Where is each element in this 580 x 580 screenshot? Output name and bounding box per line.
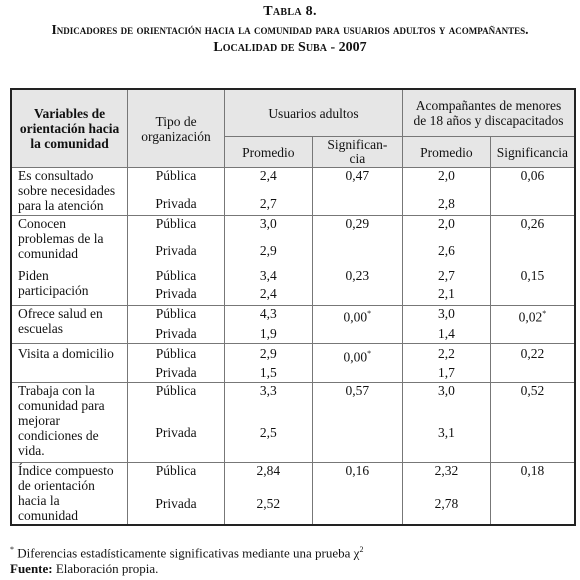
- row-promedio-acompanantes: 2,6: [403, 236, 491, 266]
- row-promedio-acompanantes: 1,7: [403, 365, 491, 383]
- row-tipo: Pública: [128, 463, 225, 483]
- row-variable: Conocen problemas de la comunidad: [11, 216, 128, 266]
- row-variable: Ofrece salud en escuelas: [11, 306, 128, 344]
- row-tipo: Privada: [128, 236, 225, 266]
- row-tipo: Privada: [128, 326, 225, 344]
- row-tipo: Privada: [128, 286, 225, 306]
- row-promedio-acompanantes: 2,8: [403, 192, 491, 216]
- table-row: [11, 216, 575, 236]
- row-significancia-acompanantes: 0,18: [520, 463, 545, 478]
- header-acompanantes: Acompañantes de menores de 18 años y discapacitados: [403, 89, 575, 137]
- row-variable: Trabaja con la comunidad para mejorar condiciones de vida.: [11, 383, 128, 463]
- row-promedio-acompanantes: 3,0: [403, 383, 491, 403]
- source-text: Elaboración propia.: [55, 561, 159, 577]
- row-significancia-adultos: [312, 286, 402, 306]
- row-significancia-acompanantes: [490, 483, 575, 525]
- row-promedio-acompanantes: 2,0: [403, 168, 491, 192]
- row-promedio-acompanantes: 2,2: [403, 344, 491, 365]
- row-tipo: Pública: [128, 216, 225, 236]
- row-promedio-adultos: 3,3: [224, 383, 312, 403]
- row-significancia-adultos: [312, 192, 402, 216]
- data-table: [10, 88, 576, 526]
- row-promedio-acompanantes: 2,1: [403, 286, 491, 306]
- row-promedio-adultos: 2,7: [224, 192, 312, 216]
- row-promedio-acompanantes: 1,4: [403, 326, 491, 344]
- header-promedio-acompanantes: Promedio: [403, 137, 491, 168]
- source-line: [10, 561, 363, 577]
- table-title-block: [0, 0, 580, 56]
- row-tipo: Pública: [128, 306, 225, 326]
- row-significancia-acompanantes: [490, 326, 575, 344]
- table-footer: [10, 542, 363, 577]
- header-variables: Variables de orientación hacia la comunidad: [11, 89, 128, 168]
- header-usuarios-adultos: Usuarios adultos: [224, 89, 402, 137]
- row-variable: Piden participación: [11, 266, 128, 306]
- row-promedio-adultos: 2,9: [224, 344, 312, 365]
- table-row: [11, 344, 575, 365]
- row-significancia-acompanantes: 0,02*: [518, 309, 547, 325]
- row-tipo: Pública: [128, 344, 225, 365]
- row-significancia-acompanantes: 0,15: [520, 267, 545, 283]
- row-significancia-adultos: [312, 483, 402, 525]
- row-promedio-acompanantes: 3,1: [403, 403, 491, 463]
- row-significancia-acompanantes: [490, 286, 575, 306]
- row-significancia-adultos: 0,57: [312, 383, 402, 403]
- row-variable: Es consultado sobre necesidades para la atención: [11, 168, 128, 216]
- row-promedio-acompanantes: 2,32: [403, 463, 491, 483]
- row-promedio-adultos: 1,5: [224, 365, 312, 383]
- table-number: Tabla 8.: [263, 4, 317, 19]
- table-row: [11, 306, 575, 326]
- row-promedio-adultos: 3,0: [224, 216, 312, 236]
- row-significancia-acompanantes: 0,26: [520, 216, 545, 231]
- table-caption: Indicadores de orientación hacia la comunidad para usuarios adultos y acompañantes.: [51, 22, 529, 37]
- row-tipo: Privada: [128, 192, 225, 216]
- row-promedio-acompanantes: 2,7: [403, 266, 491, 286]
- row-significancia-acompanantes: [490, 403, 575, 463]
- row-promedio-acompanantes: 2,78: [403, 483, 491, 525]
- footnote-superscript: 2: [359, 545, 364, 554]
- row-significancia-adultos: 0,47: [312, 168, 402, 192]
- row-significancia-adultos: [312, 403, 402, 463]
- row-significancia-acompanantes: 0,52: [520, 383, 545, 398]
- table-row: [11, 266, 575, 286]
- row-significancia-adultos: 0,23: [312, 266, 402, 286]
- row-promedio-adultos: 2,52: [224, 483, 312, 525]
- row-promedio-acompanantes: 3,0: [403, 306, 491, 326]
- row-promedio-adultos: 1,9: [224, 326, 312, 344]
- row-significancia-adultos: [312, 365, 402, 383]
- row-promedio-adultos: 2,4: [224, 168, 312, 192]
- row-promedio-adultos: 2,5: [224, 403, 312, 463]
- row-significancia-adultos: [312, 326, 402, 344]
- table-location: Localidad de Suba - 2007: [213, 40, 367, 55]
- row-significancia-acompanantes: [490, 236, 575, 266]
- row-significancia-acompanantes: [490, 192, 575, 216]
- table-row: [11, 383, 575, 403]
- row-promedio-adultos: 2,9: [224, 236, 312, 266]
- row-tipo: Privada: [128, 365, 225, 383]
- row-promedio-adultos: 4,3: [224, 306, 312, 326]
- header-tipo: Tipo de organización: [128, 89, 225, 168]
- row-significancia-adultos: [312, 236, 402, 266]
- table-row: [11, 463, 575, 483]
- row-promedio-adultos: 2,84: [224, 463, 312, 483]
- source-label: Fuente:: [10, 561, 53, 577]
- row-promedio-adultos: 2,4: [224, 286, 312, 306]
- row-promedio-acompanantes: 2,0: [403, 216, 491, 236]
- header-promedio-adultos: Promedio: [224, 137, 312, 168]
- header-significancia-acompanantes: Significancia: [490, 137, 575, 168]
- row-significancia-adultos: 0,29: [312, 216, 402, 236]
- row-significancia-adultos: 0,00*: [312, 306, 402, 326]
- footnote: [10, 542, 363, 561]
- row-tipo: Pública: [128, 266, 225, 286]
- row-tipo: Privada: [128, 403, 225, 463]
- row-tipo: Pública: [128, 383, 225, 403]
- row-variable: Visita a domicilio: [11, 344, 128, 383]
- footnote-text: Diferencias estadísticamente significativas mediante una prueba χ: [17, 545, 360, 561]
- row-significancia-acompanantes: 0,06: [520, 168, 545, 183]
- row-significancia-acompanantes: [490, 365, 575, 383]
- row-variable: Índice compuesto de orientación hacia la comunidad: [11, 463, 128, 525]
- row-promedio-adultos: 3,4: [224, 266, 312, 286]
- row-significancia-adultos: 0,16: [312, 463, 402, 483]
- footnote-marker: *: [10, 545, 14, 554]
- table-row: [11, 168, 575, 192]
- row-tipo: Privada: [128, 483, 225, 525]
- header-significancia-adultos: Significan- cia: [312, 137, 402, 168]
- row-significancia-adultos: 0,00*: [312, 344, 402, 365]
- row-significancia-acompanantes: 0,22: [520, 346, 545, 361]
- row-tipo: Pública: [128, 168, 225, 192]
